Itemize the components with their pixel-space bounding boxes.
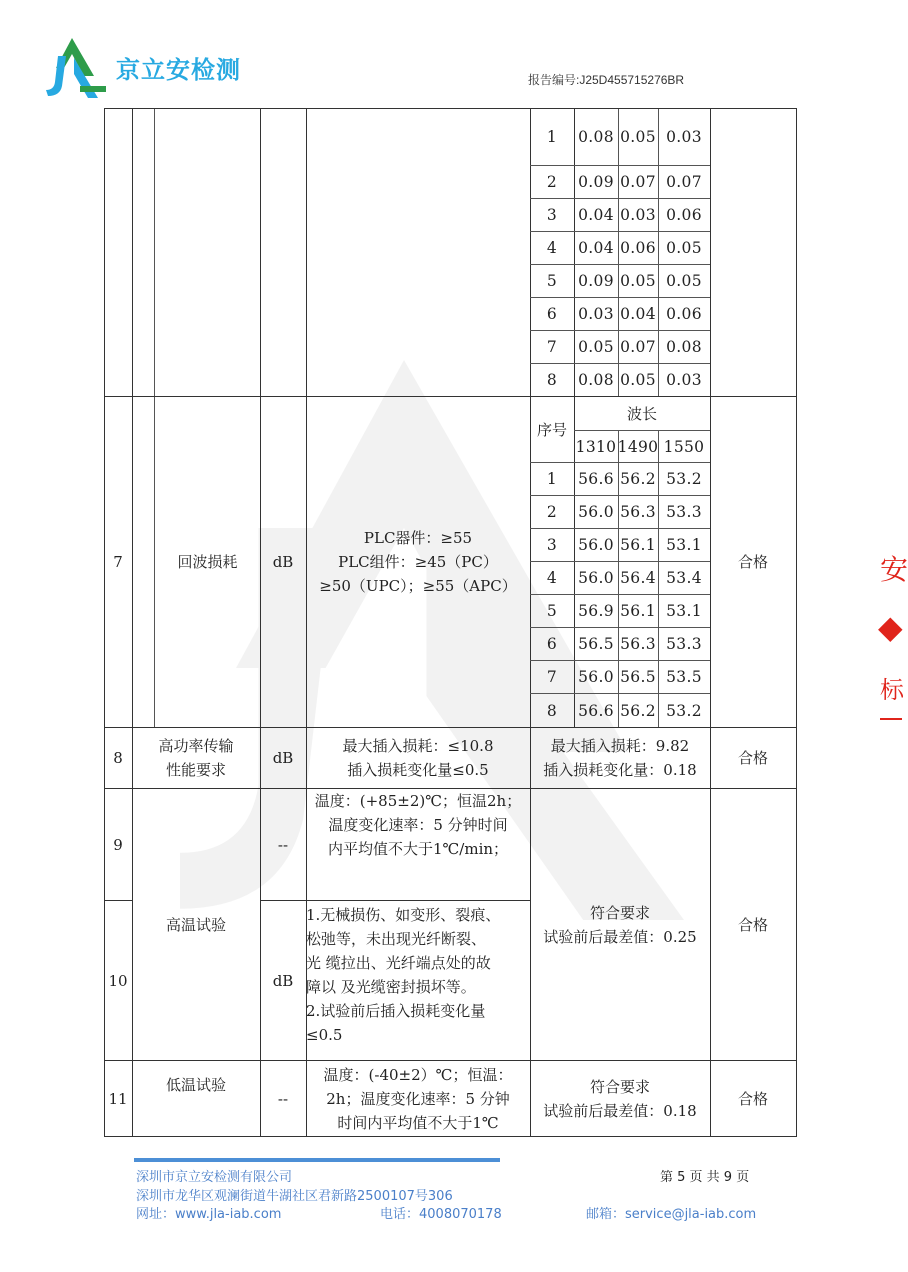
value-cell: 0.03 [578,305,614,323]
value-cell: 0.05 [578,338,614,356]
seq-cell: 4 [546,239,558,257]
seq-cell: 2 [546,503,558,521]
value-cell: 0.04 [578,239,614,257]
verdict: 合格 [737,915,768,934]
value-cell: 56.1 [620,536,656,554]
requirement: 最大插入损耗：≤10.8 插入损耗变化量≤0.5 [342,737,494,779]
seq-cell: 3 [546,206,558,224]
value-cell: 0.08 [666,338,702,356]
logo-icon [44,36,108,98]
footer-address: 深圳市龙华区观澜街道牛湖社区君新路2500107号306 [136,1189,453,1204]
seq-cell: 7 [546,338,558,356]
value-cell: 53.3 [666,635,702,653]
item-number: 8 [113,749,123,767]
seq-cell: 4 [546,569,558,587]
item-name: 低温试验 [165,1076,226,1094]
value-cell: 0.03 [620,206,656,224]
value-cell: 0.08 [578,128,614,146]
value-cell: 56.6 [578,701,614,720]
seq-cell: 6 [546,305,558,323]
brand-name: 京立安检测 [116,56,241,84]
value-cell: 56.5 [620,668,656,686]
item-number: 11 [108,1089,128,1108]
value-cell: 56.0 [578,536,614,554]
value-cell: 0.05 [620,371,656,389]
wavelength-1490: 1490 [617,437,659,456]
value-cell: 0.06 [666,305,702,323]
unit: -- [277,835,289,854]
value-cell: 0.09 [578,272,614,290]
value-cell: 0.04 [578,206,614,224]
value-cell: 56.2 [620,470,656,488]
value-cell: 0.07 [620,338,656,356]
value-cell: 0.05 [666,272,702,290]
value-cell: 0.07 [620,173,656,191]
value-cell: 56.0 [578,668,614,686]
value-cell: 0.06 [666,206,702,224]
value-cell: 0.03 [666,371,702,389]
value-cell: 0.06 [620,239,656,257]
seq-cell: 5 [546,272,558,290]
footer-website-link[interactable]: 网址：www.jla-iab.com [136,1207,282,1222]
wavelength-1550: 1550 [663,437,705,456]
seq-cell: 8 [546,371,558,389]
value-cell: 56.1 [620,602,656,620]
value-cell: 56.6 [578,470,614,488]
value-cell: 0.08 [578,371,614,389]
value-cell: 0.04 [620,305,656,323]
seq-cell: 6 [546,635,558,653]
item-name: 高温试验 [165,915,226,934]
seq-cell: 1 [546,470,558,488]
seq-cell: 3 [546,536,558,554]
page-number: 第 5 页 共 9 页 [660,1170,750,1185]
verdict: 合格 [737,553,768,571]
footer-email-link[interactable]: 邮箱：service@jla-iab.com [586,1207,757,1222]
value-cell: 0.05 [666,239,702,257]
value-cell: 53.5 [666,668,702,686]
wavelength-1310: 1310 [575,437,617,456]
unit: -- [277,1089,289,1108]
value-cell: 53.2 [666,701,702,720]
value-cell: 0.03 [666,128,702,146]
value-cell: 56.5 [578,635,614,653]
requirement: 温度：(+85±2)℃；恒温2h； 温度变化速率：5 分钟时间 内平均值不大于1℃/min； [314,792,522,858]
value-cell: 56.9 [578,602,614,620]
seq-cell: 8 [546,701,558,720]
requirement: 1.无械损伤、如变形、裂痕、 松弛等，未出现光纤断裂、 光 缆拉出、光纤端点处的故 障以 及光缆密封损坏等。 2.试验前后插入损耗变化量 ≤0.5 [306,906,501,1044]
footer-phone: 电话：4008070178 [380,1207,502,1222]
item-number: 10 [108,971,128,990]
verdict: 合格 [737,1089,768,1108]
verdict: 合格 [737,749,768,767]
result: 符合要求 试验前后最差值：0.18 [543,1077,697,1120]
unit: dB [272,749,294,767]
value-cell: 0.05 [620,272,656,290]
seq-cell: 2 [546,173,558,191]
footer-divider [134,1158,500,1162]
value-cell: 53.1 [666,536,702,554]
value-cell: 53.1 [666,602,702,620]
item-number: 9 [113,835,123,854]
value-cell: 0.07 [666,173,702,191]
result: 符合要求 试验前后最差值：0.25 [543,903,697,946]
unit: dB [272,971,294,990]
unit: dB [272,553,294,571]
result: 最大插入损耗：9.82 插入损耗变化量：0.18 [543,737,697,779]
value-cell: 53.4 [666,569,702,587]
report-number: 报告编号:J25D455715276BR [528,73,685,87]
value-cell: 56.2 [620,701,656,720]
item-name: 回波损耗 [177,553,238,571]
value-cell: 56.0 [578,503,614,521]
item-name: 高功率传输 性能要求 [158,737,234,779]
seq-cell: 7 [546,668,558,686]
value-cell: 56.3 [620,635,656,653]
value-cell: 56.4 [620,569,656,587]
requirement: 温度：(-40±2）℃；恒温： 2h；温度变化速率：5 分钟 时间内平均值不大于1℃ [323,1066,513,1132]
stamp-seal: 安 ◆ 标 [874,548,904,728]
value-cell: 53.2 [666,470,702,488]
seq-cell: 1 [546,128,558,146]
value-cell: 53.3 [666,503,702,521]
seq-cell: 5 [546,602,558,620]
value-cell: 0.09 [578,173,614,191]
value-cell: 0.05 [620,128,656,146]
value-cell: 56.0 [578,569,614,587]
footer-company: 深圳市京立安检测有限公司 [136,1170,293,1185]
requirement: PLC器件：≥55 PLC组件：≥45（PC） ≥50（UPC）；≥55（APC） [319,529,517,595]
item-number: 7 [113,553,123,571]
wavelength-header: 波长 [626,404,657,423]
value-cell: 56.3 [620,503,656,521]
seq-header: 序号 [536,420,567,439]
